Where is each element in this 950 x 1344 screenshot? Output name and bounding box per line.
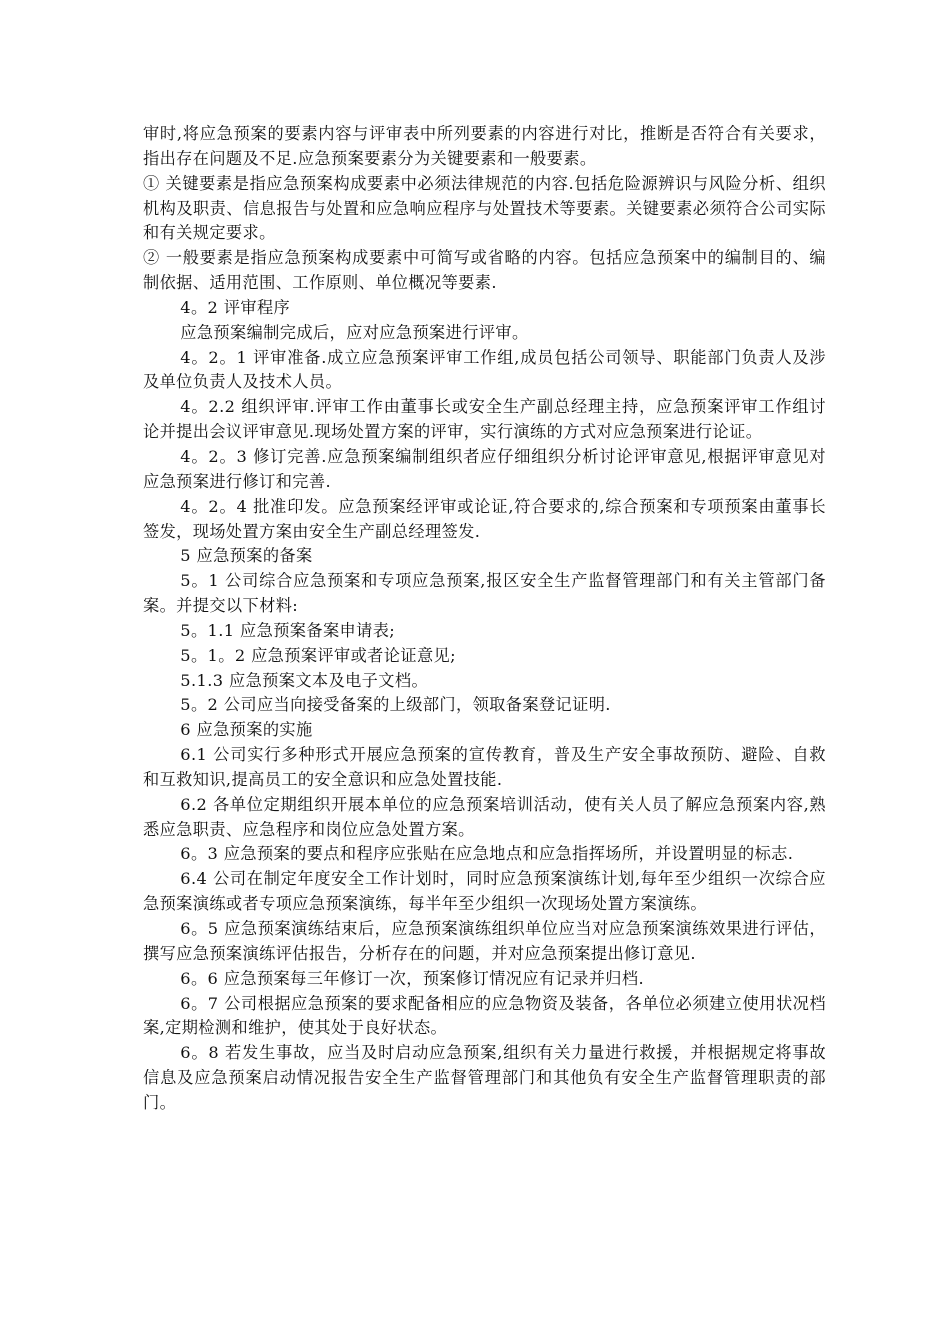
paragraph-4-2-4: 4。2。4 批准印发。应急预案经评审或论证,符合要求的,综合预案和专项预案由董事长签发，现场处置方案由安全生产副总经理签发.: [143, 496, 826, 541]
paragraph-6-3: 6。3 应急预案的要点和程序应张贴在应急地点和应急指挥场所，并设置明显的标志.: [180, 844, 794, 864]
paragraph-4-2-1: 4。2。1 评审准备.成立应急预案评审工作组,成员包括公司领导、职能部门负责人及涉及单位负责人及技术人员。: [143, 347, 826, 392]
paragraph-review-intro: 应急预案编制完成后，应对应急预案进行评审。: [180, 322, 529, 342]
paragraph-6-5: 6。5 应急预案演练结束后，应急预案演练组织单位应当对应急预案演练效果进行评估，撰写应急预案演练评估报告，分析存在的问题，并对应急预案提出修订意见.: [143, 919, 826, 963]
section-heading-4-2: 4。2 评审程序: [180, 297, 291, 317]
paragraph-4-2-3: 4。2。3 修订完善.应急预案编制组织者应仔细组织分析讨论评审意见,根据评审意见对应急预案进行修订和完善.: [143, 446, 826, 491]
paragraph-5-2: 5。2 公司应当向接受备案的上级部门，领取备案登记证明.: [180, 695, 611, 715]
paragraph-general-elements: ② 一般要素是指应急预案构成要素中可简写或省略的内容。包括应急预案中的编制目的、编制依据、适用范围、工作原则、单位概况等要素.: [143, 248, 826, 293]
paragraph-6-6: 6。6 应急预案每三年修订一次，预案修订情况应有记录并归档.: [180, 968, 645, 988]
paragraph-6-7: 6。7 公司根据应急预案的要求配备相应的应急物资及装备，各单位必须建立使用状况档案,定期检测和维护，使其处于良好状态。: [143, 993, 826, 1038]
paragraph-5-1-2: 5。1。2 应急预案评审或者论证意见;: [180, 645, 456, 665]
paragraph-6-4: 6.4 公司在制定年度安全工作计划时，同时应急预案演练计划,每年至少组织一次综合应急预案演练或者专项应急预案演练，每半年至少组织一次现场处置方案演练。: [143, 869, 826, 914]
section-heading-5: 5 应急预案的备案: [180, 546, 313, 566]
paragraph-review-comparison: 审时,将应急预案的要素内容与评审表中所列要素的内容进行对比，推断是否符合有关要求，指出存在问题及不足.应急预案要素分为关键要素和一般要素。: [143, 124, 826, 168]
paragraph-6-1: 6.1 公司实行多种形式开展应急预案的宣传教育，普及生产安全事故预防、避险、自救和互救知识,提高员工的安全意识和应急处置技能.: [143, 745, 826, 789]
paragraph-6-8: 6。8 若发生事故，应当及时启动应急预案,组织有关力量进行救援，并根据规定将事故信息及应急预案启动情况报告安全生产监督管理部门和其他负有安全生产监督管理职责的部门。: [143, 1043, 826, 1112]
paragraph-6-2: 6.2 各单位定期组织开展本单位的应急预案培训活动，使有关人员了解应急预案内容,熟悉应急职责、应急程序和岗位应急处置方案。: [143, 794, 826, 839]
paragraph-5-1-1: 5。1.1 应急预案备案申请表;: [180, 620, 396, 640]
paragraph-4-2-2: 4。2.2 组织评审.评审工作由董事长或安全生产副总经理主持，应急预案评审工作组讨论并提出会议评审意见.现场处置方案的评审，实行演练的方式对应急预案进行论证。: [143, 397, 826, 442]
paragraph-key-elements: ① 关键要素是指应急预案构成要素中必须法律规范的内容.包括危险源辨识与风险分析、组织机构及职责、信息报告与处置和应急响应程序与处置技术等要素。关键要素必须符合公司实际和有关规定要求。: [143, 173, 826, 243]
paragraph-5-1-3: 5.1.3 应急预案文本及电子文档。: [180, 670, 429, 690]
paragraph-5-1: 5。1 公司综合应急预案和专项应急预案,报区安全生产监督管理部门和有关主管部门备案。并提交以下材料:: [143, 571, 826, 616]
section-heading-6: 6 应急预案的实施: [180, 720, 313, 740]
document-page: [143, 122, 826, 1116]
